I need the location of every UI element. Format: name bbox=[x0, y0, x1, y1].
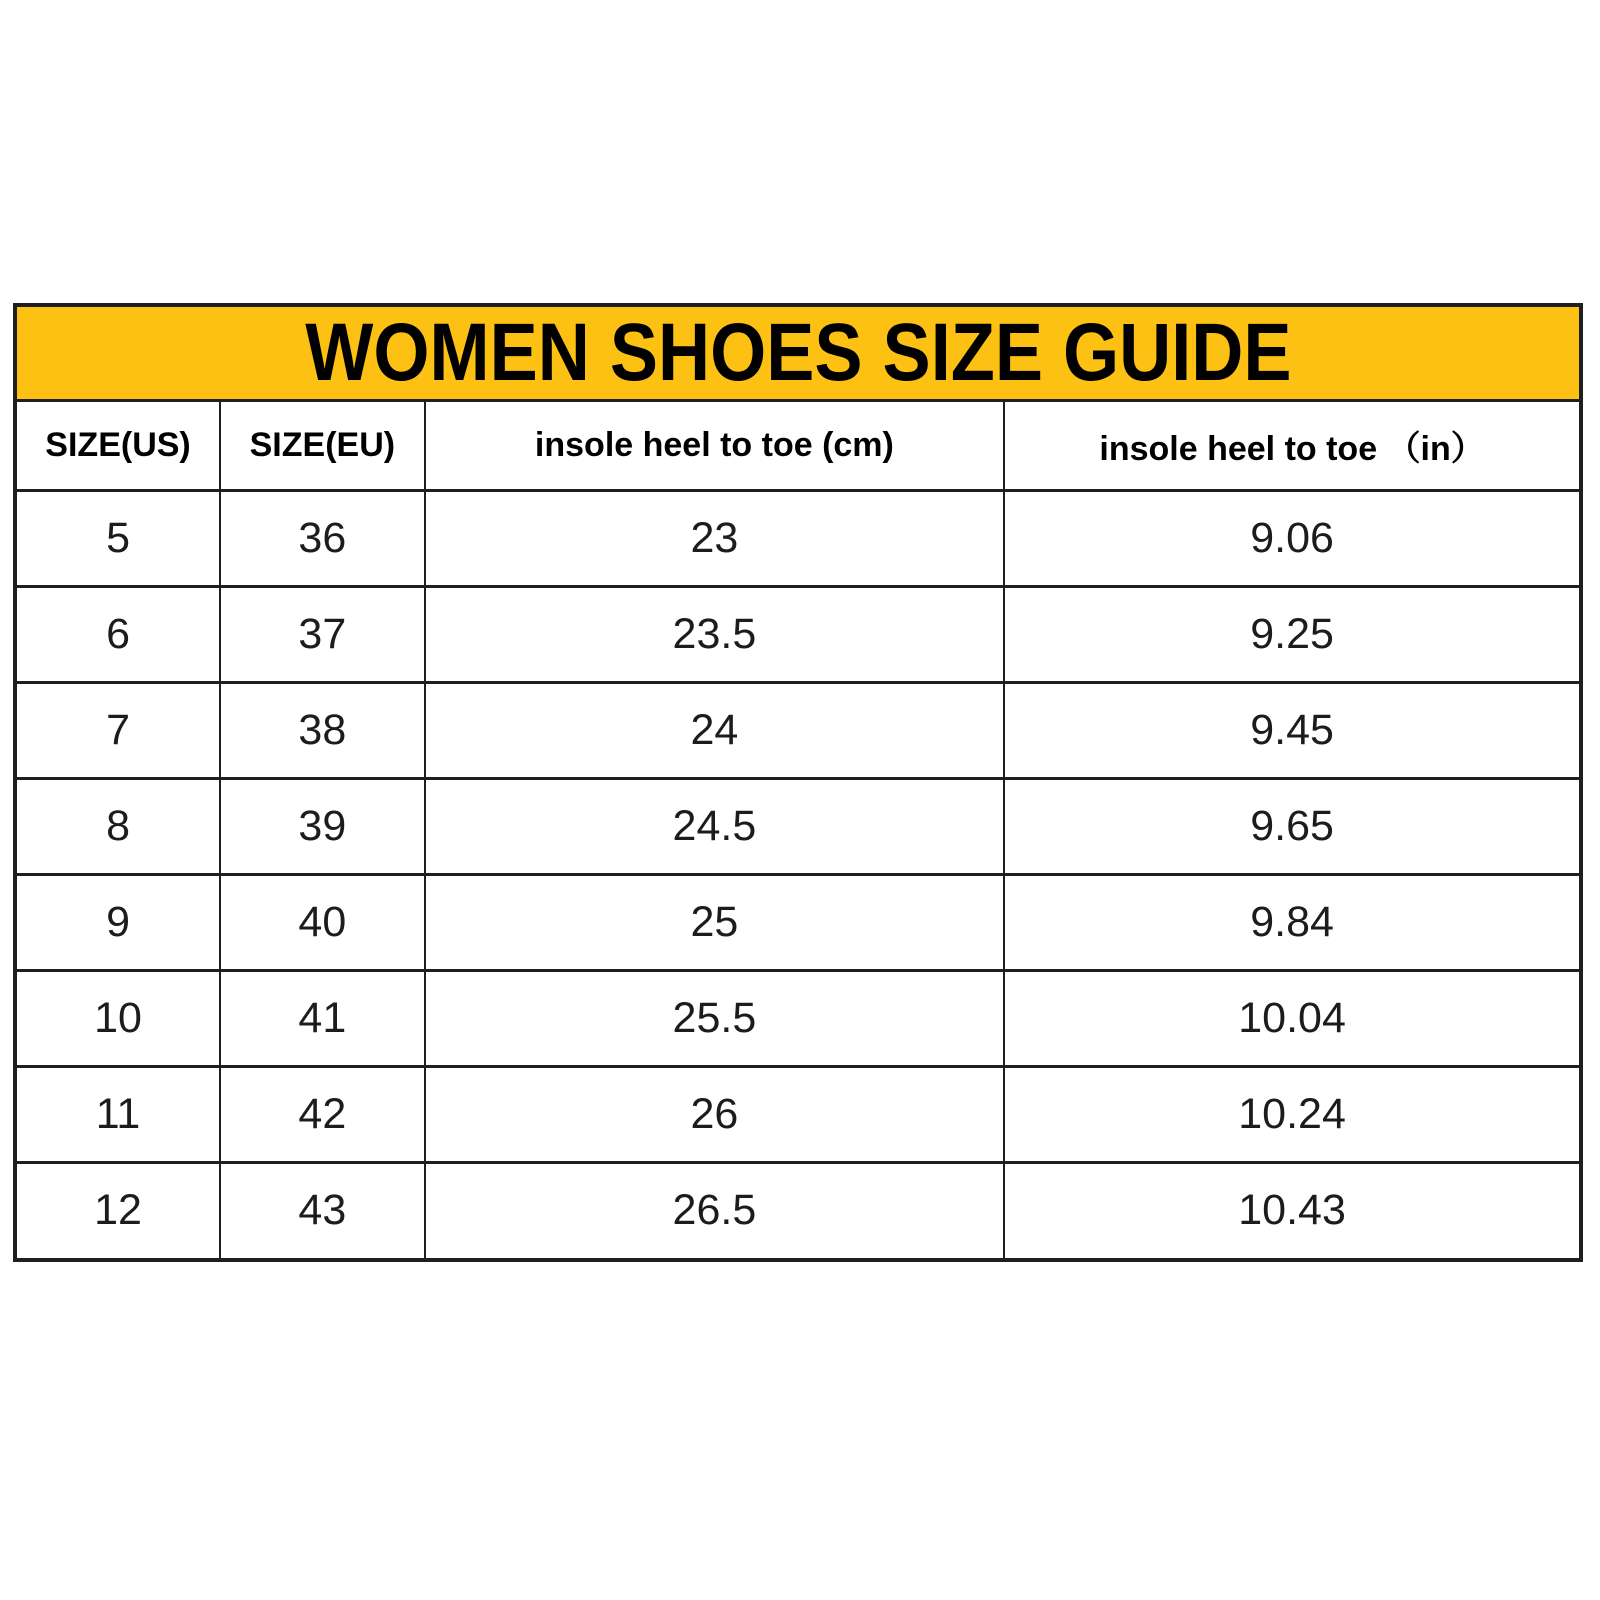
table-cell: 25.5 bbox=[425, 970, 1005, 1066]
table-cell: 10.04 bbox=[1004, 970, 1579, 1066]
column-header-insole-in: insole heel to toe （in） bbox=[1004, 402, 1579, 490]
table-cell: 10.43 bbox=[1004, 1162, 1579, 1258]
table-body bbox=[17, 490, 1579, 1258]
table-cell: 42 bbox=[220, 1066, 425, 1162]
table-cell: 23 bbox=[425, 490, 1005, 586]
table-row bbox=[17, 874, 1579, 970]
table-cell: 11 bbox=[17, 1066, 220, 1162]
size-guide-table-container bbox=[13, 303, 1583, 1262]
table-cell: 37 bbox=[220, 586, 425, 682]
table-cell: 26 bbox=[425, 1066, 1005, 1162]
table-title-banner bbox=[17, 307, 1579, 402]
table-row bbox=[17, 1066, 1579, 1162]
table-title: WOMEN SHOES SIZE GUIDE bbox=[304, 307, 1292, 398]
table-row bbox=[17, 1162, 1579, 1258]
table-cell: 25 bbox=[425, 874, 1005, 970]
column-header-insole-cm: insole heel to toe (cm) bbox=[425, 402, 1005, 490]
table-cell: 9.65 bbox=[1004, 778, 1579, 874]
table-cell: 12 bbox=[17, 1162, 220, 1258]
table-cell: 24 bbox=[425, 682, 1005, 778]
table-cell: 10.24 bbox=[1004, 1066, 1579, 1162]
table-row bbox=[17, 970, 1579, 1066]
table-cell: 9 bbox=[17, 874, 220, 970]
table-cell: 7 bbox=[17, 682, 220, 778]
table-cell: 23.5 bbox=[425, 586, 1005, 682]
table-row bbox=[17, 490, 1579, 586]
table-cell: 43 bbox=[220, 1162, 425, 1258]
table-cell: 9.06 bbox=[1004, 490, 1579, 586]
table-row bbox=[17, 586, 1579, 682]
table-cell: 9.45 bbox=[1004, 682, 1579, 778]
table-cell: 26.5 bbox=[425, 1162, 1005, 1258]
table-row bbox=[17, 682, 1579, 778]
table-cell: 36 bbox=[220, 490, 425, 586]
table-cell: 8 bbox=[17, 778, 220, 874]
table-cell: 9.25 bbox=[1004, 586, 1579, 682]
table-cell: 9.84 bbox=[1004, 874, 1579, 970]
table-cell: 24.5 bbox=[425, 778, 1005, 874]
size-conversion-table bbox=[17, 402, 1579, 1258]
column-header-size-eu: SIZE(EU) bbox=[220, 402, 425, 490]
table-cell: 38 bbox=[220, 682, 425, 778]
table-cell: 6 bbox=[17, 586, 220, 682]
column-header-size-us: SIZE(US) bbox=[17, 402, 220, 490]
table-cell: 41 bbox=[220, 970, 425, 1066]
table-cell: 40 bbox=[220, 874, 425, 970]
table-header-row bbox=[17, 402, 1579, 490]
table-row bbox=[17, 778, 1579, 874]
table-cell: 5 bbox=[17, 490, 220, 586]
table-cell: 10 bbox=[17, 970, 220, 1066]
table-cell: 39 bbox=[220, 778, 425, 874]
